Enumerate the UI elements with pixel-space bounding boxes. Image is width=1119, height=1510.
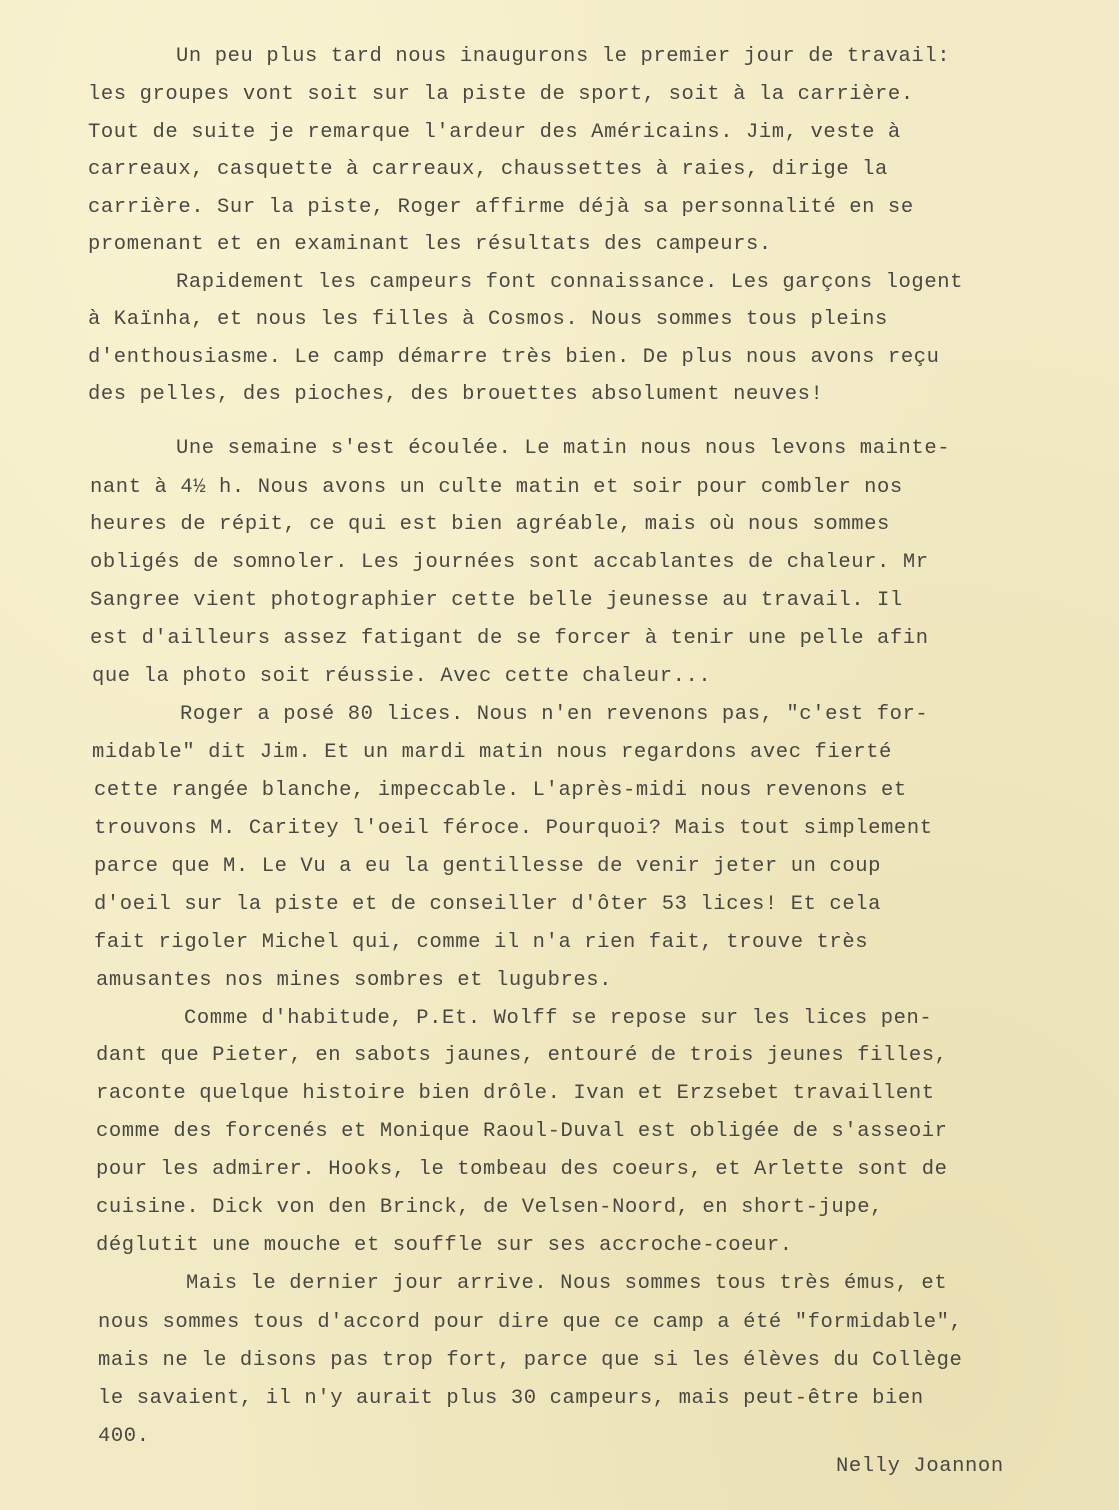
text-line: Rapidement les campeurs font connaissance. Les garçons logent (176, 271, 964, 294)
text-line: parce que M. Le Vu a eu la gentillesse de venir jeter un coup (94, 855, 882, 878)
text-line: Comme d'habitude, P.Et. Wolff se repose sur les lices pen- (184, 1007, 933, 1030)
text-line: promenant et en examinant les résultats des campeurs. (88, 233, 772, 256)
text-line: fait rigoler Michel qui, comme il n'a rien fait, trouve très (94, 931, 869, 954)
text-line: heures de répit, ce qui est bien agréable, mais où nous sommes (90, 513, 890, 536)
text-line: déglutit une mouche et souffle sur ses accroche-coeur. (96, 1234, 793, 1257)
text-line: Un peu plus tard nous inaugurons le premier jour de travail: (176, 45, 951, 68)
text-line: trouvons M. Caritey l'oeil féroce. Pourquoi? Mais tout simplement (94, 817, 933, 840)
text-line: amusantes nos mines sombres et lugubres. (96, 969, 613, 992)
text-line: Mais le dernier jour arrive. Nous sommes tous très émus, et (186, 1272, 948, 1295)
text-line: Tout de suite je remarque l'ardeur des Américains. Jim, veste à (88, 121, 901, 144)
text-line: carrière. Sur la piste, Roger affirme déjà sa personnalité en se (88, 196, 914, 219)
text-line: nant à 4½ h. Nous avons un culte matin et soir pour combler nos (90, 476, 903, 499)
text-line: à Kaïnha, et nous les filles à Cosmos. Nous sommes tous pleins (88, 308, 888, 331)
text-line: Sangree vient photographier cette belle jeunesse au travail. Il (90, 589, 903, 612)
text-line: raconte quelque histoire bien drôle. Ivan et Erzsebet travaillent (96, 1082, 935, 1105)
text-line: dant que Pieter, en sabots jaunes, entouré de trois jeunes filles, (96, 1044, 948, 1067)
text-line: mais ne le disons pas trop fort, parce que si les élèves du Collège (98, 1349, 963, 1372)
text-line: le savaient, il n'y aurait plus 30 campeurs, mais peut-être bien (98, 1387, 924, 1410)
text-line: Roger a posé 80 lices. Nous n'en revenons pas, "c'est for- (180, 703, 929, 726)
text-line: 400. (98, 1425, 150, 1448)
text-line: carreaux, casquette à carreaux, chaussettes à raies, dirige la (88, 158, 888, 181)
text-line: obligés de somnoler. Les journées sont accablantes de chaleur. Mr (90, 551, 929, 574)
text-line: est d'ailleurs assez fatigant de se forcer à tenir une pelle afin (90, 627, 929, 650)
author-signature: Nelly Joannon (836, 1454, 1004, 1478)
text-line: cuisine. Dick von den Brinck, de Velsen-Noord, en short-jupe, (96, 1196, 884, 1219)
text-line: Une semaine s'est écoulée. Le matin nous nous levons mainte- (176, 437, 951, 460)
text-line: des pelles, des pioches, des brouettes absolument neuves! (88, 383, 824, 406)
text-line: nous sommes tous d'accord pour dire que ce camp a été "formidable", (98, 1311, 963, 1334)
text-line: midable" dit Jim. Et un mardi matin nous regardons avec fierté (92, 741, 892, 764)
text-line: comme des forcenés et Monique Raoul-Duval est obligée de s'asseoir (96, 1120, 948, 1143)
text-line: les groupes vont soit sur la piste de sport, soit à la carrière. (88, 83, 914, 106)
text-line: cette rangée blanche, impeccable. L'après-midi nous revenons et (94, 779, 907, 802)
text-line: d'oeil sur la piste et de conseiller d'ôter 53 lices! Et cela (94, 893, 882, 916)
text-line: d'enthousiasme. Le camp démarre très bien. De plus nous avons reçu (88, 346, 940, 369)
text-line: pour les admirer. Hooks, le tombeau des coeurs, et Arlette sont de (96, 1158, 948, 1181)
text-line: que la photo soit réussie. Avec cette chaleur... (92, 665, 712, 688)
